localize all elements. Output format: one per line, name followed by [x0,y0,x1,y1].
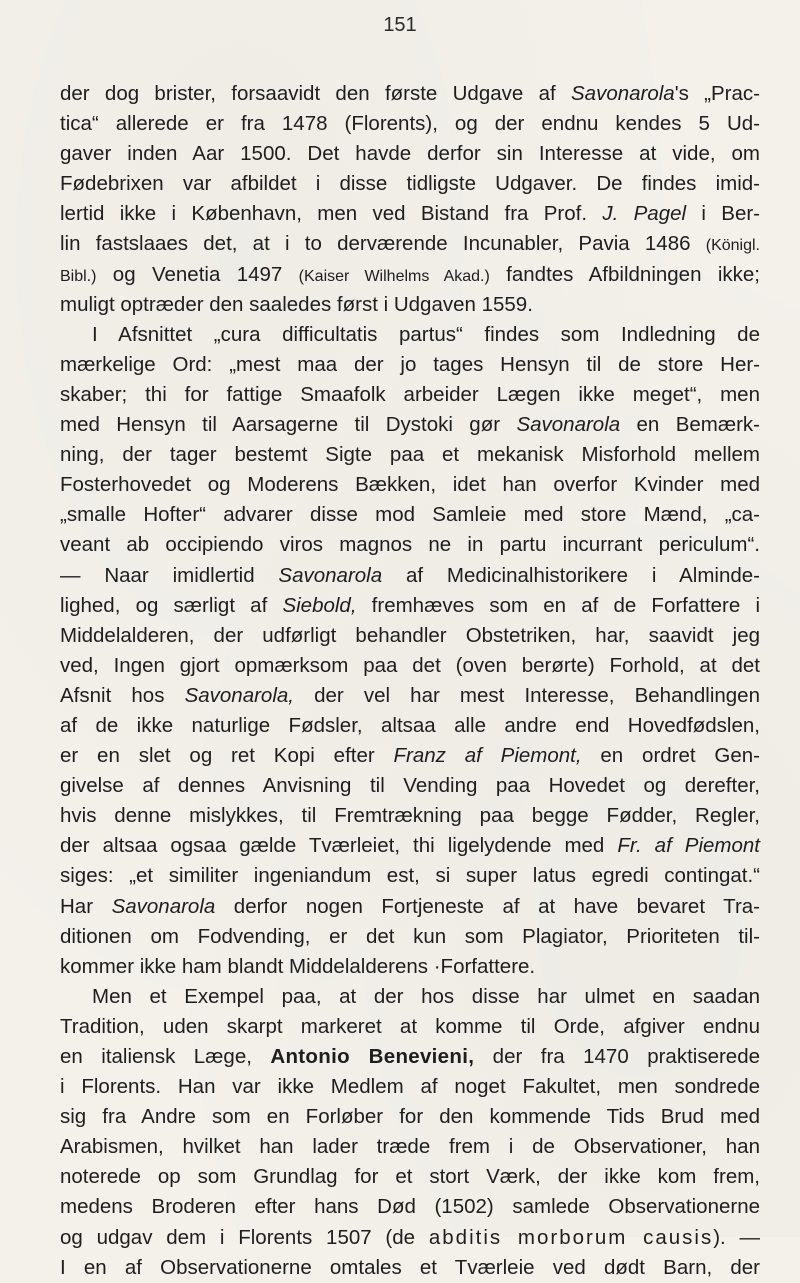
text-segment: med Hensyn til Aarsagerne til Dystoki gør [60,413,517,437]
text-segment: ved, Ingen gjort opmærksom paa det (oven berørte) Forhold, at det [60,653,760,677]
text-segment: skaber; thi for fattige Smaafolk arbeider Lægen ikke meget“, men [60,382,760,406]
text-segment: lertid ikke i København, men ved Bistand fra Prof. [60,202,603,226]
italic-name: Savonarola [278,563,383,587]
text-line [60,199,760,229]
italic-name: J. Pagel [602,202,687,226]
text-segment: (Kaiser Wilhelms Akad.) [298,267,490,285]
text-segment: fremhæves som en af de Forfattere i [356,593,760,617]
text-segment: fandtes Afbildningen ikke; [489,262,760,286]
body-text [60,79,760,1283]
text-line [60,440,760,470]
text-segment: medens Broderen efter hans Død (1502) samlede Observationerne [60,1195,760,1219]
text-line [60,1012,760,1042]
text-segment: en ordret Gen- [581,744,760,768]
text-line [60,861,760,891]
text-segment: kommer ikke ham blandt Middelalderens ·Forfattere. [60,954,536,978]
text-segment: lighed, og særligt af [60,593,283,617]
text-segment: abditis morborum causis [428,1225,714,1249]
text-segment: Tradition, uden skarpt markeret at komme til Orde, afgiver endnu [60,1014,760,1038]
text-segment: siges: „et similiter ingeniandum est, si super latus egredi contingat.“ [60,864,760,888]
text-segment: Bibl.) [60,267,97,285]
text-line [60,801,760,831]
text-segment: der altsaa ogsaa gælde Tværleiet, thi ligelydende med [60,834,618,858]
text-segment: ). — [713,1225,761,1249]
text-line [60,681,760,711]
text-segment: af Medicinalhistorikere i Alminde- [382,563,760,587]
text-segment: Har [60,894,112,918]
text-segment: og Venetia 1497 [96,262,299,286]
italic-name: Savonarola [111,894,216,918]
text-line [60,139,760,169]
text-segment: mærkelige Ord: „mest maa der jo tages Hensyn til de store Her- [60,352,760,376]
text-segment: og udgav dem i Florents 1507 (de [60,1225,429,1249]
text-line [60,591,760,621]
text-line [60,621,760,651]
text-segment: i Florents. Han var ikke Medlem af noget Fakultet, men sondrede [60,1075,760,1099]
text-segment: der fra 1470 praktiserede [474,1045,761,1068]
text-segment: I Afsnittet „cura difficultatis partus“ findes som Indledning de [92,322,760,346]
text-line [60,350,760,380]
text-line [60,741,760,771]
text-line [60,500,760,530]
text-segment: i Ber- [686,202,760,226]
text-line [60,831,760,861]
text-segment: (Königl. [705,237,760,255]
text-line [60,169,760,199]
text-line [60,470,760,500]
text-line [60,260,760,290]
text-segment: noterede op som Grundlag for et stort Værk, der ikke kom frem, [60,1165,760,1189]
text-segment: hvis denne mislykkes, til Fremtrækning paa begge Fødder, Regler, [60,804,760,828]
text-segment: 's „Prac- [674,82,760,105]
text-line [60,79,760,109]
text-line [60,410,760,440]
italic-name: Savonarola [516,413,621,437]
text-segment: Middelalderen, der udførligt behandler Obstetriken, har, saavidt jeg [60,623,760,647]
italic-name: Fr. af Piemont [617,834,760,858]
text-segment: veant ab occipiendo viros magnos ne in partu incurrant periculum“. [60,533,760,557]
text-segment: en italiensk Læge, [60,1045,271,1068]
text-segment: muligt optræder den saaledes først i Udgaven 1559. [60,292,533,316]
text-line [60,1162,760,1192]
text-segment: ning, der tager bestemt Sigte paa et mekanisk Misforhold mellem [60,443,760,467]
text-line [60,290,760,320]
text-line [60,320,760,350]
text-line [60,651,760,681]
text-segment: Men et Exempel paa, at der hos disse har ulmet en saadan [92,984,760,1008]
text-segment: givelse af dennes Anvisning til Vending paa Hovedet og derefter, [60,774,760,798]
text-line [60,711,760,741]
text-line [60,892,760,922]
text-segment: Fosterhovedet og Moderens Bækken, idet han overfor Kvinder med [60,473,760,497]
text-line [60,1072,760,1102]
text-segment: „smalle Hofter“ advarer disse mod Samleie med store Mænd, „ca- [60,503,760,527]
text-segment: Arabismen, hvilket han lader træde frem i de Observationer, han [60,1135,760,1159]
text-line [60,1223,760,1253]
italic-name: Franz af Piemont, [393,744,582,768]
text-segment: Fødebrixen var afbildet i disse tidligste Udgaver. De findes imid- [60,172,760,196]
text-line [60,952,760,982]
text-segment: er en slet og ret Kopi efter [60,744,394,768]
text-segment: der dog brister, forsaavidt den første Udgave af [60,82,571,105]
text-segment: gaver inden Aar 1500. Det havde derfor sin Interesse at vide, om [60,142,760,166]
page-number: 151 [383,14,417,36]
text-line [60,922,760,952]
text-line [60,771,760,801]
text-line [60,1102,760,1132]
text-line [60,561,760,591]
italic-name: Siebold, [282,593,357,617]
italic-name: Savonarola [571,82,675,105]
text-segment: tica“ allerede er fra 1478 (Florents), og der endnu kendes 5 Ud- [60,112,760,136]
text-segment: sig fra Andre som en Forløber for den kommende Tids Brud med [60,1105,760,1129]
text-segment: ditionen om Fodvending, er det kun som Plagiator, Prioriteten til- [60,924,760,948]
text-segment: af de ikke naturlige Fødsler, altsaa alle andre end Hovedfødslen, [60,713,760,737]
text-line [60,1192,760,1222]
bold-name: Antonio Benevieni, [270,1045,475,1068]
text-line [60,1132,760,1162]
text-segment: en Bemærk- [620,413,760,437]
text-line [60,380,760,410]
text-segment: lin fastslaaes det, at i to derværende Incunabler, Pavia 1486 [60,232,706,256]
text-segment: — Naar imidlertid [60,563,279,587]
text-segment: der vel har mest Interesse, Behandlingen [293,683,760,707]
italic-name: Savonarola, [184,683,294,707]
text-segment: derfor nogen Fortjeneste af at have bevaret Tra- [215,894,760,918]
text-segment: I en af Observationerne omtales et Tværleie ved dødt Barn, der [60,1255,760,1279]
text-line [60,1253,760,1283]
text-segment: Afsnit hos [60,683,185,707]
text-line [60,982,760,1012]
text-line [60,109,760,139]
text-line [60,1042,760,1072]
text-line [60,530,760,560]
text-line [60,229,760,259]
